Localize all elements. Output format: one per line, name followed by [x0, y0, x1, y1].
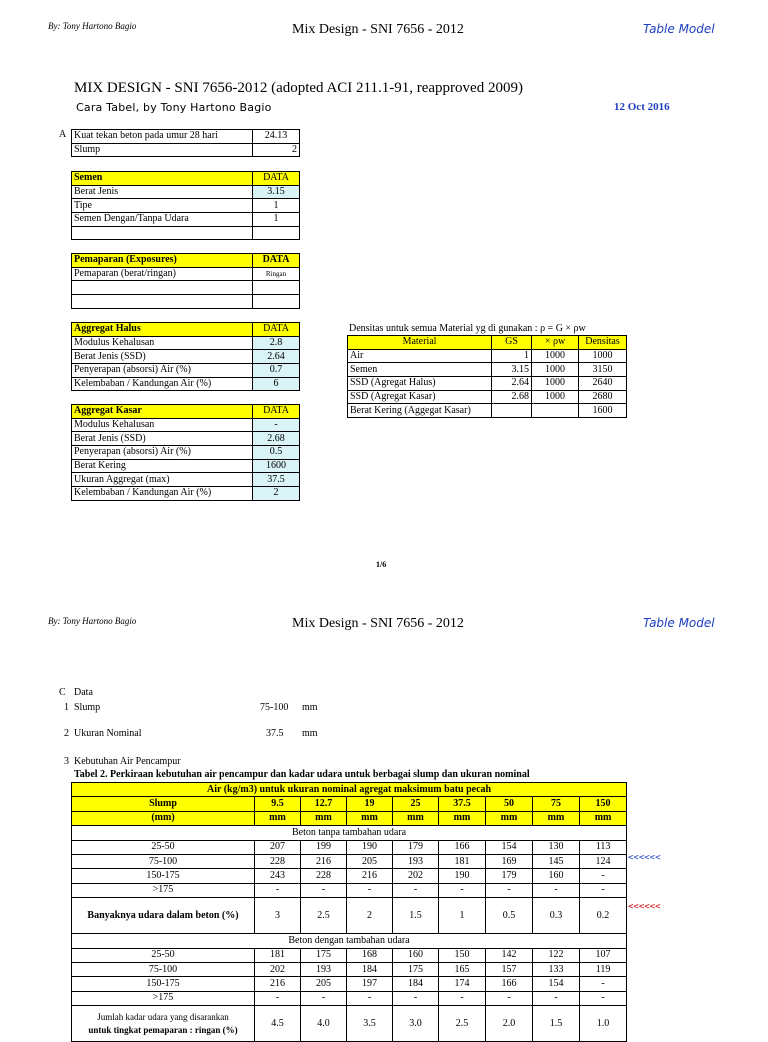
table-row — [72, 473, 300, 487]
table-cell: - — [580, 883, 627, 897]
table-cell: Ukuran Aggregat (max) — [72, 473, 253, 487]
table-header-row — [72, 405, 300, 419]
table-row — [72, 213, 300, 227]
table-cell: 2 — [253, 487, 300, 501]
table-cell — [253, 226, 300, 240]
table-row — [348, 390, 627, 404]
table-cell: 1.5 — [393, 898, 439, 934]
table-header: × ρw — [532, 336, 579, 350]
table-row — [72, 418, 300, 432]
table-row — [72, 130, 300, 144]
table-cell: 145 — [533, 854, 580, 868]
item-label-slump: Slump — [74, 702, 101, 713]
table-cell: 228 — [301, 869, 347, 883]
table-header: mm — [439, 811, 486, 825]
table-cell: 179 — [486, 869, 533, 883]
table-header-row — [72, 783, 627, 797]
table-cell: 2 — [347, 898, 393, 934]
item-label-kebutuhan-air: Kebutuhan Air Pencampur — [74, 756, 181, 767]
table-cell: 243 — [255, 869, 301, 883]
section-c-label: C — [59, 687, 66, 698]
table-cell: 1600 — [253, 459, 300, 473]
table-header: Material — [348, 336, 492, 350]
arrow-indicator-blue: <<<<<< — [628, 853, 661, 863]
table-cell: Ringan — [253, 267, 300, 281]
section-label: Beton tanpa tambahan udara — [72, 826, 627, 840]
table-row — [72, 364, 300, 378]
table-header: 150 — [580, 797, 627, 811]
table-row — [72, 143, 300, 157]
table-cell: 130 — [533, 840, 580, 854]
table-cell: - — [347, 991, 393, 1005]
table-row — [72, 962, 627, 976]
table-header: mm — [347, 811, 393, 825]
table-row — [72, 869, 627, 883]
table-cell: 6 — [253, 377, 300, 391]
table-cell: 228 — [255, 854, 301, 868]
table-cell: Semen Dengan/Tanpa Udara — [72, 213, 253, 227]
table-cell: - — [393, 991, 439, 1005]
table-row — [348, 349, 627, 363]
table-cell: 2.68 — [253, 432, 300, 446]
table-cell: 1 — [439, 898, 486, 934]
table-header: 19 — [347, 797, 393, 811]
table-cell: 113 — [580, 840, 627, 854]
table-row — [72, 432, 300, 446]
table-row — [72, 948, 627, 962]
table-cell: 1600 — [579, 404, 627, 418]
table-cell: 202 — [255, 962, 301, 976]
table-row — [72, 185, 300, 199]
table-cell: 3.15 — [492, 363, 532, 377]
table-header: mm — [255, 811, 301, 825]
table-cell: 2.5 — [439, 1006, 486, 1042]
table-row — [72, 226, 300, 240]
table-cell: 2.8 — [253, 336, 300, 350]
table-header: Pemaparan (Exposures) — [72, 254, 253, 268]
table-cell: 190 — [439, 869, 486, 883]
table-cell — [532, 404, 579, 418]
table-cell: 0.5 — [253, 446, 300, 460]
table-cell: 4.5 — [255, 1006, 301, 1042]
table-model-label: Table Model — [643, 616, 715, 630]
table-header: Aggregat Halus — [72, 323, 253, 337]
table-cell: - — [255, 991, 301, 1005]
item-number: 3 — [64, 756, 69, 767]
table-cell: Air — [348, 349, 492, 363]
table-cell: Pemaparan (berat/ringan) — [72, 267, 253, 281]
table-cell — [253, 295, 300, 309]
table-row — [72, 267, 300, 281]
table-cell: - — [533, 883, 580, 897]
table-header: 50 — [486, 797, 533, 811]
table-row — [72, 883, 627, 897]
table-cell: 216 — [347, 869, 393, 883]
table-header: mm — [486, 811, 533, 825]
table-header-row — [72, 797, 627, 811]
table-cell: Modulus Kehalusan — [72, 336, 253, 350]
tabel2 — [71, 782, 627, 1042]
table-header: Densitas — [579, 336, 627, 350]
jumlah-label-line1: Jumlah kadar udara yang disarankan — [97, 1011, 229, 1022]
table-cell: Modulus Kehalusan — [72, 418, 253, 432]
table-header: mm — [393, 811, 439, 825]
table-cell: Berat Kering — [72, 459, 253, 473]
table-cell: 124 — [580, 854, 627, 868]
table-row — [72, 446, 300, 460]
table-cell: 1 — [253, 213, 300, 227]
table-cell: 199 — [301, 840, 347, 854]
table-header: 37.5 — [439, 797, 486, 811]
table-cell: SSD (Agregat Halus) — [348, 377, 492, 391]
jumlah-label-line2: untuk tingkat pemaparan : ringan (%) — [88, 1024, 238, 1035]
table-cell — [72, 226, 253, 240]
table-cell: - — [580, 869, 627, 883]
table-cell: 157 — [486, 962, 533, 976]
table-cell: 75-100 — [72, 962, 255, 976]
table-cell: 205 — [347, 854, 393, 868]
table-header-row — [72, 172, 300, 186]
table-section-row — [72, 934, 627, 948]
table-header: 9.5 — [255, 797, 301, 811]
data-label: Data — [74, 687, 93, 698]
table-row — [72, 487, 300, 501]
table-cell: 37.5 — [253, 473, 300, 487]
table-cell: 133 — [533, 962, 580, 976]
table-row — [348, 404, 627, 418]
table-cell: 0.3 — [533, 898, 580, 934]
table-cell: 1000 — [532, 349, 579, 363]
table-row — [72, 991, 627, 1005]
table-cell: 193 — [301, 962, 347, 976]
document-date: 12 Oct 2016 — [614, 101, 670, 113]
table-cell: 3 — [255, 898, 301, 934]
table-cell: 179 — [393, 840, 439, 854]
table-cell: Berat Jenis — [72, 185, 253, 199]
table-semen — [71, 171, 300, 240]
table-cell — [72, 281, 253, 295]
table-cell: 1.5 — [533, 1006, 580, 1042]
table-cell: Slump — [72, 143, 253, 157]
section-label: Beton dengan tambahan udara — [72, 934, 627, 948]
table-cell: 4.0 — [301, 1006, 347, 1042]
table-cell: 193 — [393, 854, 439, 868]
table-cell: 169 — [486, 854, 533, 868]
item-number: 2 — [64, 728, 69, 739]
table-cell: 150-175 — [72, 869, 255, 883]
author-header: By: Tony Hartono Bagio — [48, 616, 137, 626]
table-cell: 119 — [580, 962, 627, 976]
page-number: 1/6 — [376, 560, 387, 569]
table-header: mm — [580, 811, 627, 825]
table-cell: 1 — [253, 199, 300, 213]
table-cell: Penyerapan (absorsi) Air (%) — [72, 364, 253, 378]
table-cell: 181 — [439, 854, 486, 868]
table-header: DATA — [253, 172, 300, 186]
section-a-label: A — [59, 129, 67, 140]
table-cell: - — [580, 977, 627, 991]
item-value-slump: 75-100 — [260, 702, 289, 713]
table-cell: Tipe — [72, 199, 253, 213]
page-header-title: Mix Design - SNI 7656 - 2012 — [292, 616, 464, 631]
table-header: DATA — [253, 405, 300, 419]
author-header: By: Tony Hartono Bagio — [48, 21, 137, 31]
table-row — [72, 350, 300, 364]
table-model-label: Table Model — [643, 22, 715, 36]
table-header: Air (kg/m3) untuk ukuran nominal agregat maksimum batu pecah — [72, 783, 627, 797]
table-cell: 3.0 — [393, 1006, 439, 1042]
table-header: mm — [533, 811, 580, 825]
item-number: 1 — [64, 702, 69, 713]
table-cell: - — [255, 883, 301, 897]
table-header: DATA — [253, 254, 300, 268]
table-row — [72, 977, 627, 991]
table-header-row — [72, 323, 300, 337]
table-header: GS — [492, 336, 532, 350]
table-row — [72, 377, 300, 391]
table-row — [348, 363, 627, 377]
table-cell: 142 — [486, 948, 533, 962]
table-cell: 3150 — [579, 363, 627, 377]
table-cell: 154 — [533, 977, 580, 991]
table-cell: 1000 — [579, 349, 627, 363]
table-cell: 1 — [492, 349, 532, 363]
table-cell: 190 — [347, 840, 393, 854]
table-cell: - — [439, 991, 486, 1005]
table-row — [72, 840, 627, 854]
table-cell: Kelembaban / Kandungan Air (%) — [72, 377, 253, 391]
table-cell: - — [301, 991, 347, 1005]
table-cell: 3.15 — [253, 185, 300, 199]
table-cell: - — [580, 991, 627, 1005]
table-cell: 165 — [439, 962, 486, 976]
table-row — [72, 898, 627, 934]
table-cell: 3.5 — [347, 1006, 393, 1042]
densitas-caption: Densitas untuk semua Material yg di gunakan : ρ = G × ρw — [349, 323, 586, 334]
table-cell: 184 — [347, 962, 393, 976]
table-header: Aggregat Kasar — [72, 405, 253, 419]
table-cell: - — [393, 883, 439, 897]
table-row — [72, 295, 300, 309]
table-cell: 2.5 — [301, 898, 347, 934]
table-header: 12.7 — [301, 797, 347, 811]
table-cell — [492, 404, 532, 418]
table-cell: 75-100 — [72, 854, 255, 868]
table-cell — [72, 295, 253, 309]
arrow-indicator-red: <<<<<< — [628, 902, 661, 912]
table-header-row — [72, 811, 627, 825]
item-value-ukuran: 37.5 — [266, 728, 284, 739]
table-header: Semen — [72, 172, 253, 186]
table-cell: - — [533, 991, 580, 1005]
table-header: DATA — [253, 323, 300, 337]
table-cell: 0.2 — [580, 898, 627, 934]
table-cell: - — [486, 991, 533, 1005]
main-title: MIX DESIGN - SNI 7656-2012 (adopted ACI 211.1-91, reapproved 2009) — [74, 80, 523, 96]
table-cell: >175 — [72, 883, 255, 897]
subtitle: Cara Tabel, by Tony Hartono Bagio — [76, 101, 272, 114]
table-cell: 2.64 — [492, 377, 532, 391]
table-cell: 2680 — [579, 390, 627, 404]
table-cell: 1000 — [532, 363, 579, 377]
table-cell: 166 — [486, 977, 533, 991]
table-cell: 107 — [580, 948, 627, 962]
table-cell: 150-175 — [72, 977, 255, 991]
table-cell: 160 — [533, 869, 580, 883]
table-cell: Berat Kering (Aggegat Kasar) — [348, 404, 492, 418]
table-header: (mm) — [72, 811, 255, 825]
table-cell: 175 — [301, 948, 347, 962]
table-cell: 174 — [439, 977, 486, 991]
table-cell: 2640 — [579, 377, 627, 391]
table-cell: 2 — [253, 143, 300, 157]
table-row — [72, 854, 627, 868]
table-header-row — [348, 336, 627, 350]
table-cell: - — [253, 418, 300, 432]
table-cell: 168 — [347, 948, 393, 962]
table-cell: 181 — [255, 948, 301, 962]
table-cell: 2.64 — [253, 350, 300, 364]
table-cell: 25-50 — [72, 840, 255, 854]
table-cell: 166 — [439, 840, 486, 854]
table-cell: 202 — [393, 869, 439, 883]
table-pemaparan — [71, 253, 300, 309]
table-cell: 150 — [439, 948, 486, 962]
table-cell: 1000 — [532, 377, 579, 391]
udara-label: Banyaknya udara dalam beton (%) — [72, 898, 255, 934]
table-cell: 0.5 — [486, 898, 533, 934]
item-label-ukuran: Ukuran Nominal — [74, 728, 142, 739]
table-row — [348, 377, 627, 391]
table-cell: 2.0 — [486, 1006, 533, 1042]
table-cell: Kelembaban / Kandungan Air (%) — [72, 487, 253, 501]
table-cell: Berat Jenis (SSD) — [72, 432, 253, 446]
table-header: 25 — [393, 797, 439, 811]
table-header: mm — [301, 811, 347, 825]
table-cell: 1.0 — [580, 1006, 627, 1042]
table-densitas — [347, 335, 627, 418]
table-cell: Penyerapan (absorsi) Air (%) — [72, 446, 253, 460]
table-cell: - — [301, 883, 347, 897]
table-header: 75 — [533, 797, 580, 811]
table-row — [72, 459, 300, 473]
table-cell: 205 — [301, 977, 347, 991]
table-cell: 2.68 — [492, 390, 532, 404]
page-header-title: Mix Design - SNI 7656 - 2012 — [292, 22, 464, 37]
table-aggregat-halus — [71, 322, 300, 391]
table-cell: >175 — [72, 991, 255, 1005]
table-cell: 216 — [255, 977, 301, 991]
table-cell: Berat Jenis (SSD) — [72, 350, 253, 364]
table-cell: 207 — [255, 840, 301, 854]
table-section-row — [72, 826, 627, 840]
table-cell: Semen — [348, 363, 492, 377]
table-cell: 184 — [393, 977, 439, 991]
table-header-row — [72, 254, 300, 268]
table-cell: 154 — [486, 840, 533, 854]
table-cell: 122 — [533, 948, 580, 962]
table-row — [72, 281, 300, 295]
table-cell: 0.7 — [253, 364, 300, 378]
table-kuat-tekan — [71, 129, 300, 157]
table-cell: Kuat tekan beton pada umur 28 hari — [72, 130, 253, 144]
table-cell: SSD (Agregat Kasar) — [348, 390, 492, 404]
table-row — [72, 199, 300, 213]
table-cell: - — [347, 883, 393, 897]
table-cell: 216 — [301, 854, 347, 868]
item-unit: mm — [302, 702, 318, 713]
table-cell: 24.13 — [253, 130, 300, 144]
table-cell: - — [486, 883, 533, 897]
table-aggregat-kasar — [71, 404, 300, 501]
table-cell: 25-50 — [72, 948, 255, 962]
tabel2-caption: Tabel 2. Perkiraan kebutuhan air pencampur dan kadar udara untuk berbagai slump dan ukuran nominal — [74, 769, 530, 780]
table-header: Slump — [72, 797, 255, 811]
table-cell: 175 — [393, 962, 439, 976]
table-cell: - — [439, 883, 486, 897]
table-cell: 197 — [347, 977, 393, 991]
item-unit: mm — [302, 728, 318, 739]
table-row — [72, 336, 300, 350]
table-cell: 1000 — [532, 390, 579, 404]
table-cell — [253, 281, 300, 295]
table-cell: 160 — [393, 948, 439, 962]
